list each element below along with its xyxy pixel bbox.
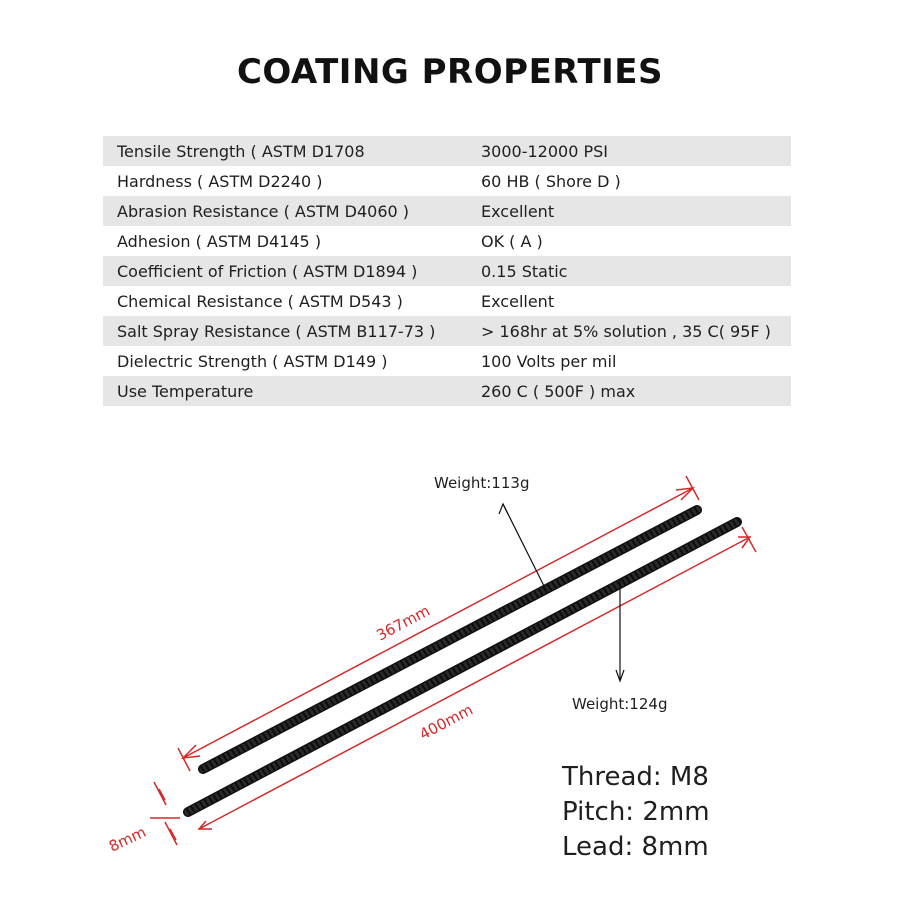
diameter-label: 8mm bbox=[106, 822, 149, 856]
property-value: Excellent bbox=[481, 201, 555, 221]
pitch-spec: Pitch: 2mm bbox=[562, 797, 710, 827]
weight-pointer-short bbox=[499, 504, 545, 588]
dimension-8mm bbox=[150, 782, 180, 845]
weight-label-long: Weight:124g bbox=[572, 695, 668, 713]
property-name: Abrasion Resistance ( ASTM D4060 ) bbox=[117, 201, 410, 221]
property-name: Salt Spray Resistance ( ASTM B117-73 ) bbox=[117, 321, 436, 341]
weight-pointer-long bbox=[616, 580, 624, 681]
lead-spec: Lead: 8mm bbox=[562, 832, 709, 862]
property-value: 3000-12000 PSI bbox=[481, 141, 608, 161]
page-title: COATING PROPERTIES bbox=[236, 52, 663, 92]
property-name: Tensile Strength ( ASTM D1708 bbox=[117, 141, 365, 161]
property-name: Use Temperature bbox=[117, 381, 254, 401]
property-value: 0.15 Static bbox=[481, 261, 568, 281]
weight-label-short: Weight:113g bbox=[434, 474, 530, 492]
length-label-367: 367mm bbox=[373, 601, 433, 645]
property-value: 100 Volts per mil bbox=[481, 351, 617, 371]
property-value: Excellent bbox=[481, 291, 555, 311]
length-label-400: 400mm bbox=[416, 700, 476, 744]
thread-spec: Thread: M8 bbox=[562, 762, 709, 792]
property-name: Chemical Resistance ( ASTM D543 ) bbox=[117, 291, 403, 311]
property-value: > 168hr at 5% solution , 35 C( 95F ) bbox=[481, 321, 771, 341]
property-name: Dielectric Strength ( ASTM D149 ) bbox=[117, 351, 388, 371]
property-name: Coefficient of Friction ( ASTM D1894 ) bbox=[117, 261, 418, 281]
property-value: 260 C ( 500F ) max bbox=[481, 381, 636, 401]
thread-specs bbox=[562, 760, 710, 865]
property-value: 60 HB ( Shore D ) bbox=[481, 171, 621, 191]
property-name: Adhesion ( ASTM D4145 ) bbox=[117, 231, 322, 251]
property-value: OK ( A ) bbox=[481, 231, 543, 251]
property-name: Hardness ( ASTM D2240 ) bbox=[117, 171, 323, 191]
